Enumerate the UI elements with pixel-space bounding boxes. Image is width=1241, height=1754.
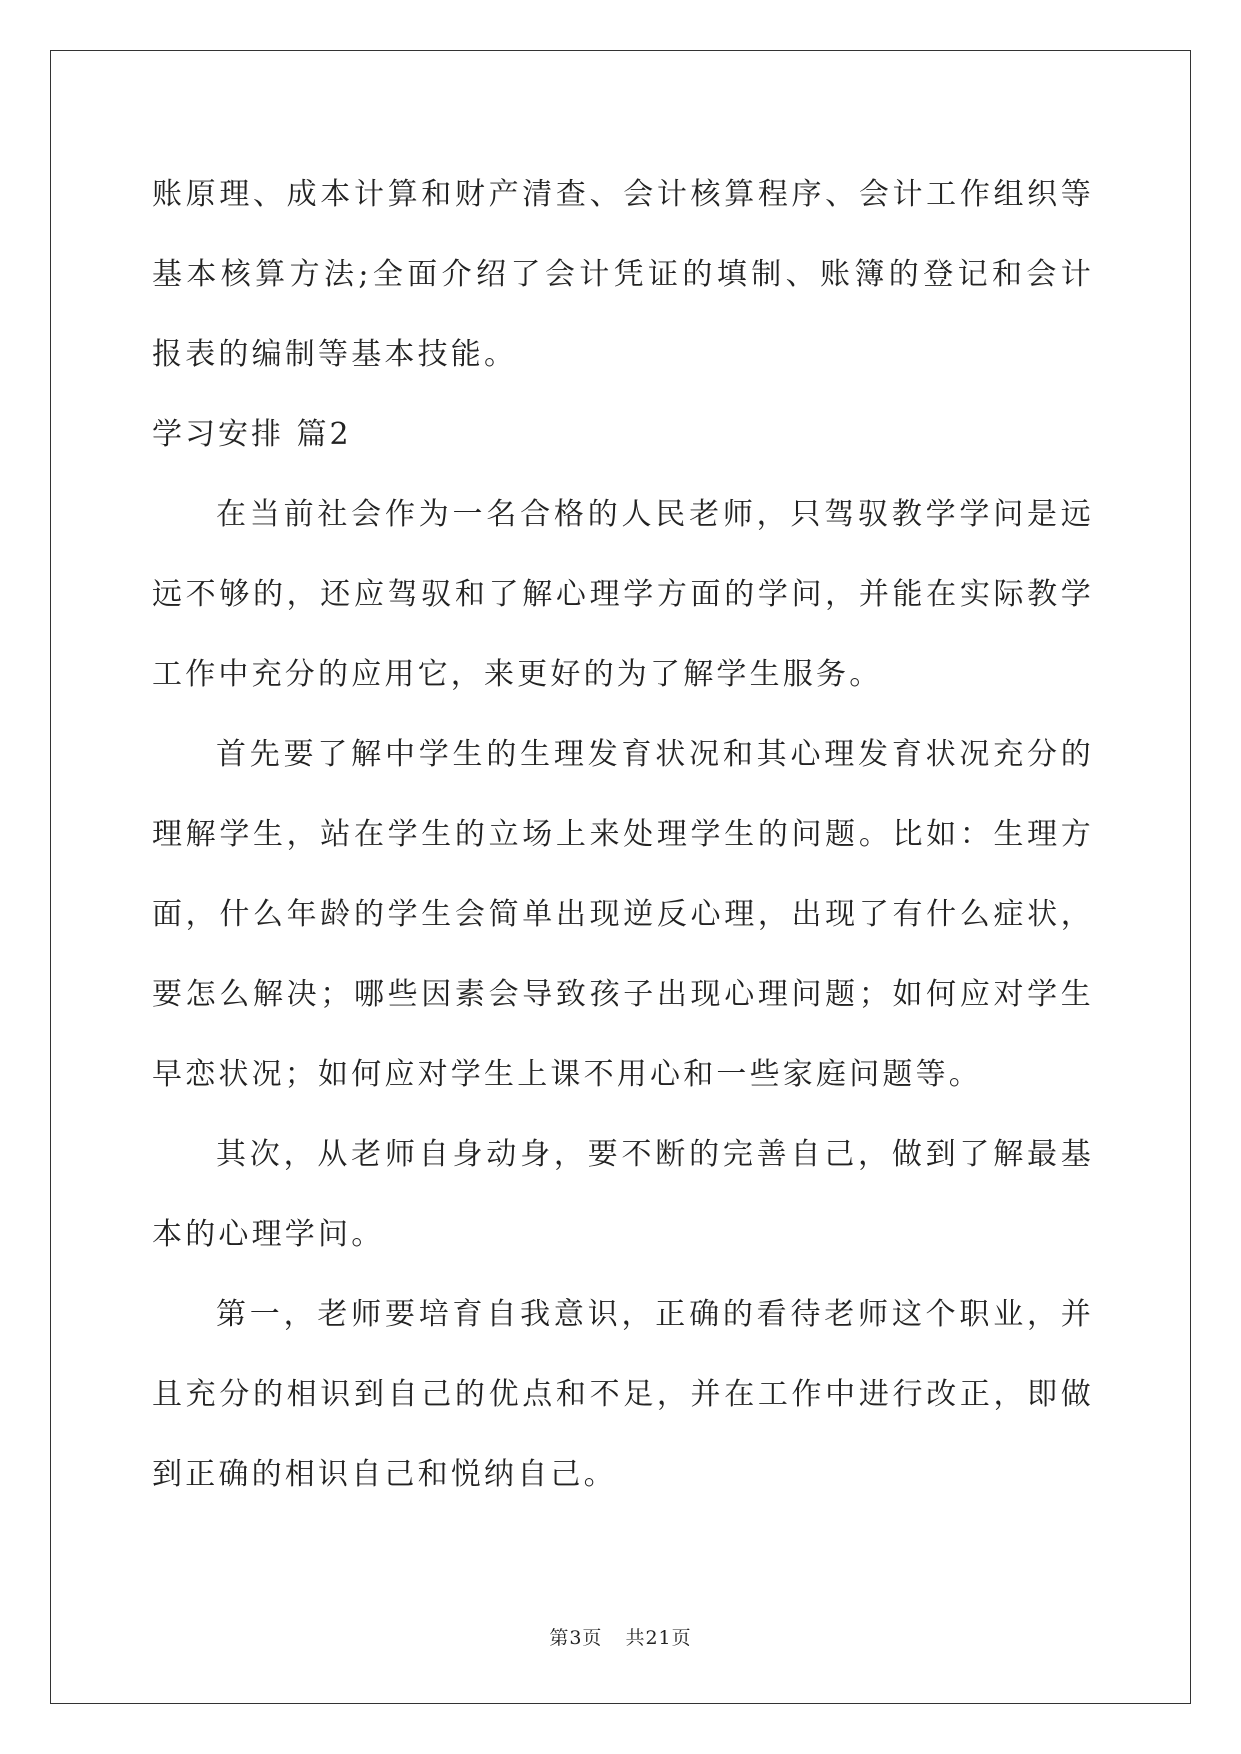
paragraph-second-point: 其次，从老师自身动身，要不断的完善自己，做到了解最基本的心理学问。 [152,1137,1094,1252]
paragraph-third-point: 第一，老师要培育自我意识，正确的看待老师这个职业，并且充分的相识到自己的优点和不足，并在工作中进行改正，即做到正确的相识自己和悦纳自己。 [152,1297,1094,1492]
page-number: 第3页 [549,1627,603,1649]
section-heading: 学习安排 篇2 [152,417,352,452]
document-body [152,155,1094,1515]
page-total: 共21页 [625,1627,692,1649]
page-footer [0,1623,1241,1650]
paragraph-continuation: 账原理、成本计算和财产清查、会计核算程序、会计工作组织等基本核算方法;全面介绍了会计凭证的填制、账簿的登记和会计报表的编制等基本技能。 [152,177,1094,372]
paragraph-first-point: 首先要了解中学生的生理发育状况和其心理发育状况充分的理解学生，站在学生的立场上来处理学生的问题。比如：生理方面，什么年龄的学生会简单出现逆反心理，出现了有什么症状，要怎么解决；哪些因素会导致孩子出现心理问题；如何应对学生早恋状况；如何应对学生上课不用心和一些家庭问题等。 [152,737,1094,1092]
paragraph-intro: 在当前社会作为一名合格的人民老师，只驾驭教学学问是远远不够的，还应驾驭和了解心理学方面的学问，并能在实际教学工作中充分的应用它，来更好的为了解学生服务。 [152,497,1094,692]
